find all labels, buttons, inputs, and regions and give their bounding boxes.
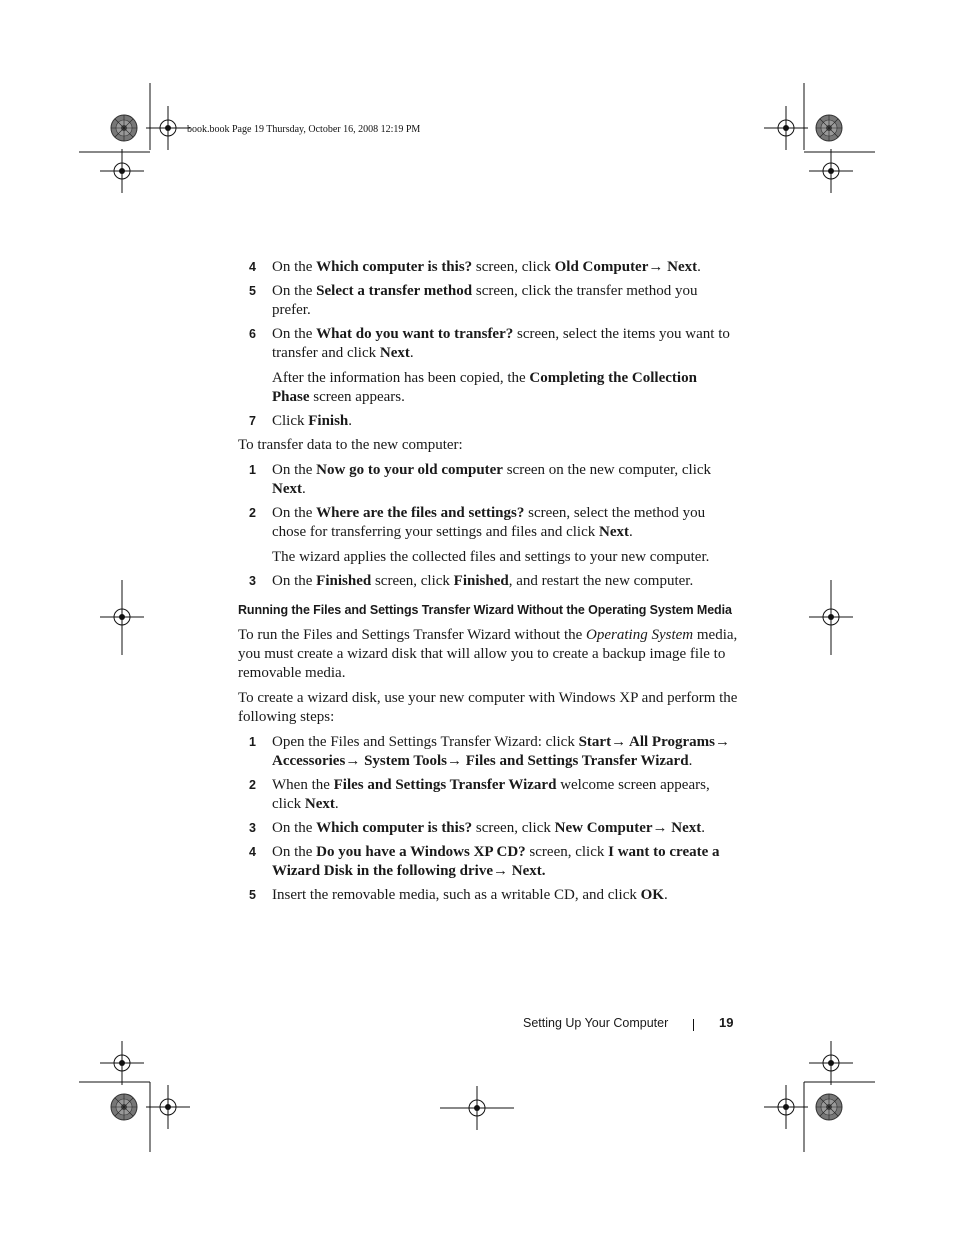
bold-term: Files and Settings Transfer Wizard	[465, 753, 689, 769]
text-run: screen, select the method you chose for transferring your settings and files and click	[272, 505, 706, 540]
starburst-mark-top-right	[816, 115, 842, 141]
text-run: .	[334, 796, 339, 812]
list-item	[238, 886, 738, 905]
bold-term: Finished	[316, 573, 372, 589]
step-note	[272, 369, 738, 407]
step-number: 1	[249, 735, 256, 749]
text-run: Open the Files and Settings Transfer Wizard: click	[272, 734, 579, 750]
text-run: .	[701, 820, 706, 836]
step-text	[272, 504, 738, 542]
step-number: 4	[249, 260, 256, 274]
step-number: 7	[249, 414, 256, 428]
bold-term: Next	[379, 345, 410, 361]
step-text	[272, 258, 738, 277]
steps-new-computer-list	[238, 461, 738, 591]
page-body	[238, 258, 738, 910]
step-number: 4	[249, 845, 256, 859]
bold-term: Next	[272, 481, 302, 497]
step-text	[272, 572, 738, 591]
step-text	[272, 733, 738, 771]
registration-mark	[146, 106, 190, 150]
bold-term: →	[648, 259, 668, 275]
step-text	[272, 325, 738, 363]
registration-mark	[100, 1041, 144, 1085]
step-note	[272, 548, 738, 567]
registration-mark	[809, 149, 853, 193]
bold-term: System Tools	[364, 753, 448, 769]
registration-mark	[764, 106, 808, 150]
bold-term: Do you have a Windows XP CD?	[316, 844, 526, 860]
step-number: 2	[249, 778, 256, 792]
bold-term: What do you want to transfer?	[316, 326, 514, 342]
list-item	[238, 412, 738, 431]
text-run: On the	[272, 462, 317, 478]
text-run: screen, click	[525, 844, 609, 860]
text-run: screen appears.	[309, 389, 405, 405]
print-slug-header: book.book Page 19 Thursday, October 16, 2008 12:19 PM	[187, 124, 421, 135]
text-run: .	[409, 345, 414, 361]
bold-term: Next.	[511, 863, 546, 879]
registration-mark	[764, 1085, 808, 1129]
bold-term: Finished	[453, 573, 509, 589]
paragraph-run-wizard	[238, 626, 738, 683]
list-item	[238, 572, 738, 591]
text-run: screen on the new computer, click	[502, 462, 712, 478]
steps-collection-list	[238, 258, 738, 431]
section-heading: Running the Files and Settings Transfer Wizard Without the Operating System Media	[238, 603, 732, 617]
step-text	[272, 819, 738, 838]
starburst-mark-bottom-left	[111, 1094, 137, 1120]
step-text	[272, 282, 738, 320]
text-run: When the	[272, 777, 334, 793]
bold-term: OK	[640, 887, 664, 903]
text-run: On the	[272, 573, 317, 589]
step-text	[272, 843, 738, 881]
step-number: 1	[249, 463, 256, 477]
text-run: Insert the removable media, such as a writable CD, and click	[272, 887, 641, 903]
list-item	[238, 776, 738, 814]
footer-chapter-title: Setting Up Your Computer	[523, 1016, 669, 1030]
registration-mark	[146, 1085, 190, 1129]
bold-term: Next	[598, 524, 629, 540]
bold-term: Accessories	[272, 753, 346, 769]
bold-term: Finish	[308, 413, 349, 429]
bold-term: All Programs	[629, 734, 715, 750]
text-run: On the	[272, 820, 317, 836]
list-item	[238, 325, 738, 407]
bold-term: Where are the files and settings?	[316, 505, 525, 521]
step-number: 5	[249, 888, 256, 902]
text-run: .	[663, 887, 668, 903]
text-run: .	[302, 481, 306, 497]
starburst-mark-bottom-right	[816, 1094, 842, 1120]
bold-term: Which computer is this?	[316, 820, 473, 836]
bold-term: Old Computer	[554, 259, 649, 275]
bold-term: New Computer	[554, 820, 653, 836]
step-text	[272, 776, 738, 814]
bold-term: Start	[578, 734, 612, 750]
italic-term: Operating System	[586, 627, 694, 643]
text-run: On the	[272, 259, 317, 275]
text-run: welcome screen appears, click	[272, 777, 710, 812]
text-run: , and restart the new computer.	[508, 573, 694, 589]
text-run: screen, click	[472, 820, 555, 836]
bold-term: →	[447, 753, 466, 769]
text-run: After the information has been copied, the	[272, 370, 530, 386]
starburst-mark-top-left	[111, 115, 137, 141]
bold-term: →	[714, 734, 730, 750]
registration-mark	[809, 1041, 853, 1085]
bold-term: Next	[671, 820, 702, 836]
text-run: screen, click	[472, 259, 555, 275]
page-number: 19	[719, 1015, 734, 1030]
bold-term: →	[652, 820, 672, 836]
text-run: .	[348, 413, 353, 429]
step-number: 5	[249, 284, 256, 298]
paragraph-transfer-intro: To transfer data to the new computer:	[238, 437, 463, 453]
bold-term: →	[493, 863, 512, 879]
text-run: On the	[272, 844, 317, 860]
steps-wizard-disk-list	[238, 733, 738, 905]
bold-term: Select a transfer method	[316, 283, 473, 299]
text-run: The wizard applies the collected files and settings to your new computer.	[272, 549, 710, 565]
text-run: On the	[272, 283, 317, 299]
text-run: screen, select the items you want to transfer and click	[272, 326, 730, 361]
text-run: media, you must create a wizard disk that will allow you to create a backup image file to removable media.	[238, 627, 738, 681]
step-text	[272, 461, 738, 499]
footer-separator	[693, 1019, 694, 1031]
step-text	[272, 412, 738, 431]
text-run: .	[628, 524, 633, 540]
bold-term: →	[611, 734, 630, 750]
step-number: 2	[249, 506, 256, 520]
bold-term: Completing the Collection Phase	[272, 370, 697, 405]
paragraph-create-disk: To create a wizard disk, use your new computer with Windows XP and perform the following steps:	[238, 690, 738, 725]
text-run: To run the Files and Settings Transfer Wizard without the	[238, 627, 587, 643]
registration-mark	[100, 149, 144, 193]
bold-term: Which computer is this?	[316, 259, 473, 275]
list-item	[238, 843, 738, 881]
bold-term: I want to create a Wizard Disk in the following drive	[272, 844, 720, 879]
bold-term: Next	[667, 259, 698, 275]
text-run: screen, click	[371, 573, 454, 589]
text-run: On the	[272, 505, 317, 521]
list-item	[238, 461, 738, 499]
list-item	[238, 504, 738, 567]
bold-term: Next	[304, 796, 335, 812]
list-item	[238, 733, 738, 771]
text-run: .	[697, 259, 701, 275]
bold-term: Now go to your old computer	[316, 462, 503, 478]
list-item	[238, 282, 738, 320]
list-item	[238, 819, 738, 838]
bold-term: →	[345, 753, 365, 769]
text-run: screen, click the transfer method you prefer.	[272, 283, 698, 318]
text-run: Click	[272, 413, 309, 429]
step-text	[272, 886, 738, 905]
bold-term: Files and Settings Transfer Wizard	[333, 777, 557, 793]
step-number: 3	[249, 821, 256, 835]
step-number: 3	[249, 574, 256, 588]
step-number: 6	[249, 327, 256, 341]
text-run: On the	[272, 326, 317, 342]
text-run: .	[688, 753, 693, 769]
list-item	[238, 258, 738, 277]
